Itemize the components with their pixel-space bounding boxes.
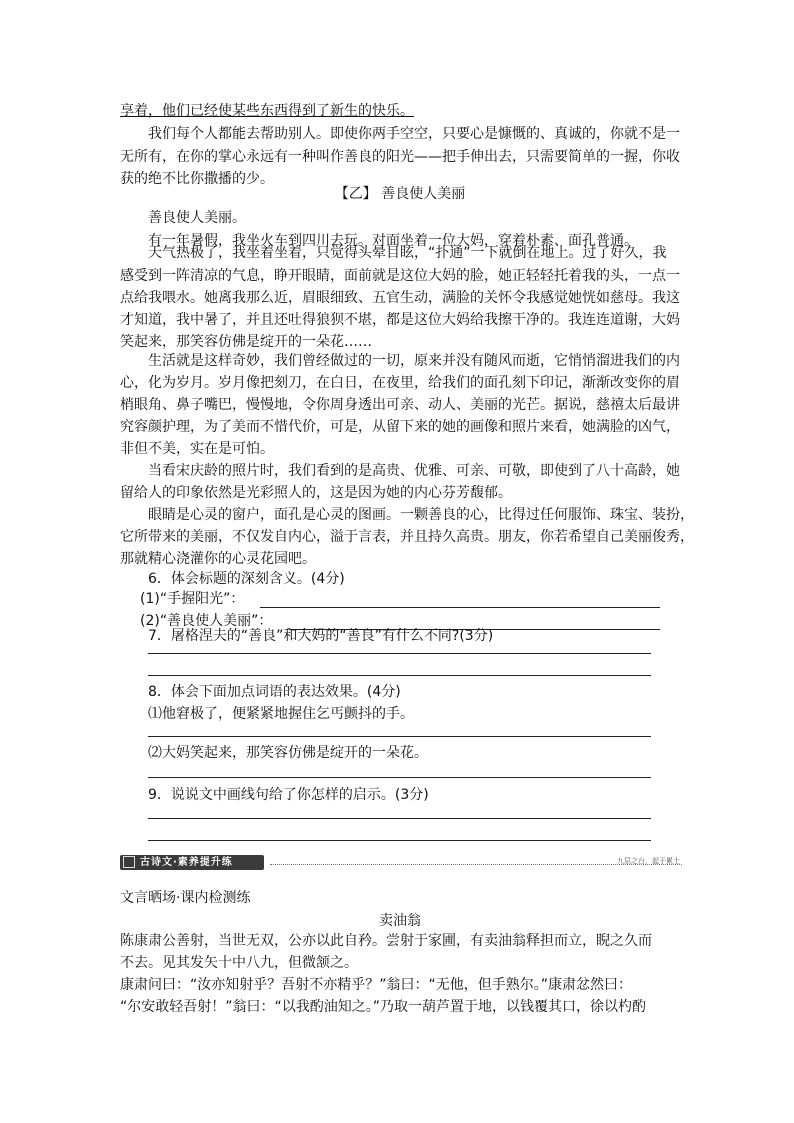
paragraph-line: 梢眼角、鼻子嘴巴，慢慢地，令你周身透出可亲、动人、美丽的光芒。据说，慈禧太后最讲 bbox=[120, 397, 680, 413]
question-9: 9．说说文中画线句给了你怎样的启示。(3分) bbox=[148, 787, 429, 803]
classical-line: “尔安敢轻吾射！”翁曰：“以我酌油知之。”乃取一葫芦置于地，以钱覆其口，徐以杓酌 bbox=[120, 999, 647, 1015]
answer-line-7-a[interactable] bbox=[148, 653, 651, 654]
answer-line-9-b[interactable] bbox=[148, 840, 651, 841]
section-motto: 九层之台，起于累土 bbox=[617, 857, 680, 865]
section-tag-label: 古诗文·素养提升练 bbox=[140, 857, 233, 868]
underlined-sentence: 享着，他们已经使某些东西得到了新生的快乐。 bbox=[120, 103, 414, 119]
paragraph-line: 生活就是这样奇妙，我们曾经做过的一切，原来并没有随风而逝，它悄悄溜进我们的内 bbox=[148, 353, 680, 369]
paragraph-line: 当看宋庆龄的照片时，我们看到的是高贵、优雅、可亲、可敬，即使到了八十高龄，她 bbox=[148, 463, 680, 479]
paragraph-line: 才知道，我中暑了，并且还吐得狼狈不堪，都是这位大妈给我擦干净的。我连连道谢，大妈 bbox=[120, 312, 680, 328]
question-6-1: (1)“手握阳光”： bbox=[140, 591, 245, 607]
paragraph-line: 那就精心浇灌你的心灵花园吧。 bbox=[120, 551, 316, 567]
paragraph-line: 获的绝不比你撒播的少。 bbox=[120, 171, 274, 187]
paragraph-line: 非但不美，实在是可怕。 bbox=[120, 441, 274, 457]
section-banner bbox=[120, 853, 680, 873]
paragraph-line: 我们每个人都能去帮助别人。即使你两手空空，只要心是慷慨的、真诚的，你就不是一 bbox=[148, 126, 680, 142]
paragraph-line: 有一年暑假，我坐火车到四川去玩。对面坐着一位大妈，穿着朴素、面孔普通。 bbox=[148, 233, 638, 249]
answer-line-9-a[interactable] bbox=[148, 818, 651, 819]
paragraph-line: 笑起来，那笑容仿佛是绽开的一朵花…… bbox=[120, 334, 372, 350]
classical-section-title: 文言晒场·课内检测练 bbox=[120, 890, 251, 906]
paragraph-line: 眼睛是心灵的窗户，面孔是心灵的图画。一颗善良的心，比得过任何服饰、珠宝、装扮， bbox=[148, 507, 694, 523]
answer-line-8-1[interactable] bbox=[148, 736, 651, 737]
answer-line-6-1[interactable] bbox=[260, 607, 660, 608]
paragraph-line: 无所有，在你的掌心永远有一种叫作善良的阳光——把手伸出去，只需要简单的一握，你收 bbox=[120, 149, 680, 165]
answer-line-8-2[interactable] bbox=[148, 777, 651, 778]
paragraph-line: 善良使人美丽。 bbox=[148, 210, 246, 226]
question-8-2: ⑵大妈笑起来，那笑容仿佛是绽开的一朵花。 bbox=[148, 745, 428, 761]
question-6: 6．体会标题的深刻含义。(4分) bbox=[148, 571, 345, 587]
classical-line: 陈康肃公善射，当世无双，公亦以此自矜。尝射于家圃，有卖油翁释担而立，睨之久而 bbox=[120, 933, 652, 949]
passage-yi-title: 【乙】 善良使人美丽 bbox=[334, 186, 466, 202]
paragraph-line: 点给我喂水。她离我那么近，眉眼细致、五官生动，满脸的关怀令我感觉她恍如慈母。我这 bbox=[120, 290, 680, 306]
paragraph-line: 感受到一阵清凉的气息，睁开眼睛，面前就是这位大妈的脸，她正轻轻托着我的头，一点一 bbox=[120, 268, 680, 284]
classical-line: 康肃问曰：“汝亦知射乎？吾射不亦精乎？”翁曰：“无他，但手熟尔。”康肃忿然曰： bbox=[120, 977, 633, 993]
classical-text-title: 卖油翁 bbox=[379, 913, 421, 929]
classical-line: 不去。见其发矢十中八九，但微颔之。 bbox=[120, 955, 358, 971]
answer-line-7-b[interactable] bbox=[148, 675, 651, 676]
question-8: 8．体会下面加点词语的表达效果。(4分) bbox=[148, 684, 401, 700]
question-8-1: ⑴他窘极了，便紧紧地握住乞丐颤抖的手。 bbox=[148, 706, 414, 722]
question-6-2: (2)“善良使人美丽”： bbox=[140, 613, 273, 629]
paragraph-line: 天气热极了，我坐着坐着，只觉得头晕目眩，“扑通”一下就倒在地上。过了好久，我 bbox=[148, 245, 667, 261]
paragraph-line: 究容颜护理，为了美而不惜代价，可是，从留下来的她的画像和照片来看，她满脸的凶气， bbox=[120, 419, 680, 435]
book-icon bbox=[123, 856, 135, 868]
question-7: 7．屠格涅夫的“善良”和大妈的“善良”有什么不同?(3分) bbox=[148, 628, 494, 644]
paragraph-line: 心，化为岁月。岁月像把刻刀，在白日，在夜里，给我们的面孔刻下印记，渐渐改变你的眉 bbox=[120, 375, 680, 391]
section-tag bbox=[120, 855, 264, 870]
paragraph-line: 留给人的印象依然是光彩照人的，这是因为她的内心芬芳馥郁。 bbox=[120, 485, 512, 501]
paragraph-line: 它所带来的美丽，不仅发自内心，溢于言表，并且持久高贵。朋友，你若希望自己美丽俊秀， bbox=[120, 529, 694, 545]
